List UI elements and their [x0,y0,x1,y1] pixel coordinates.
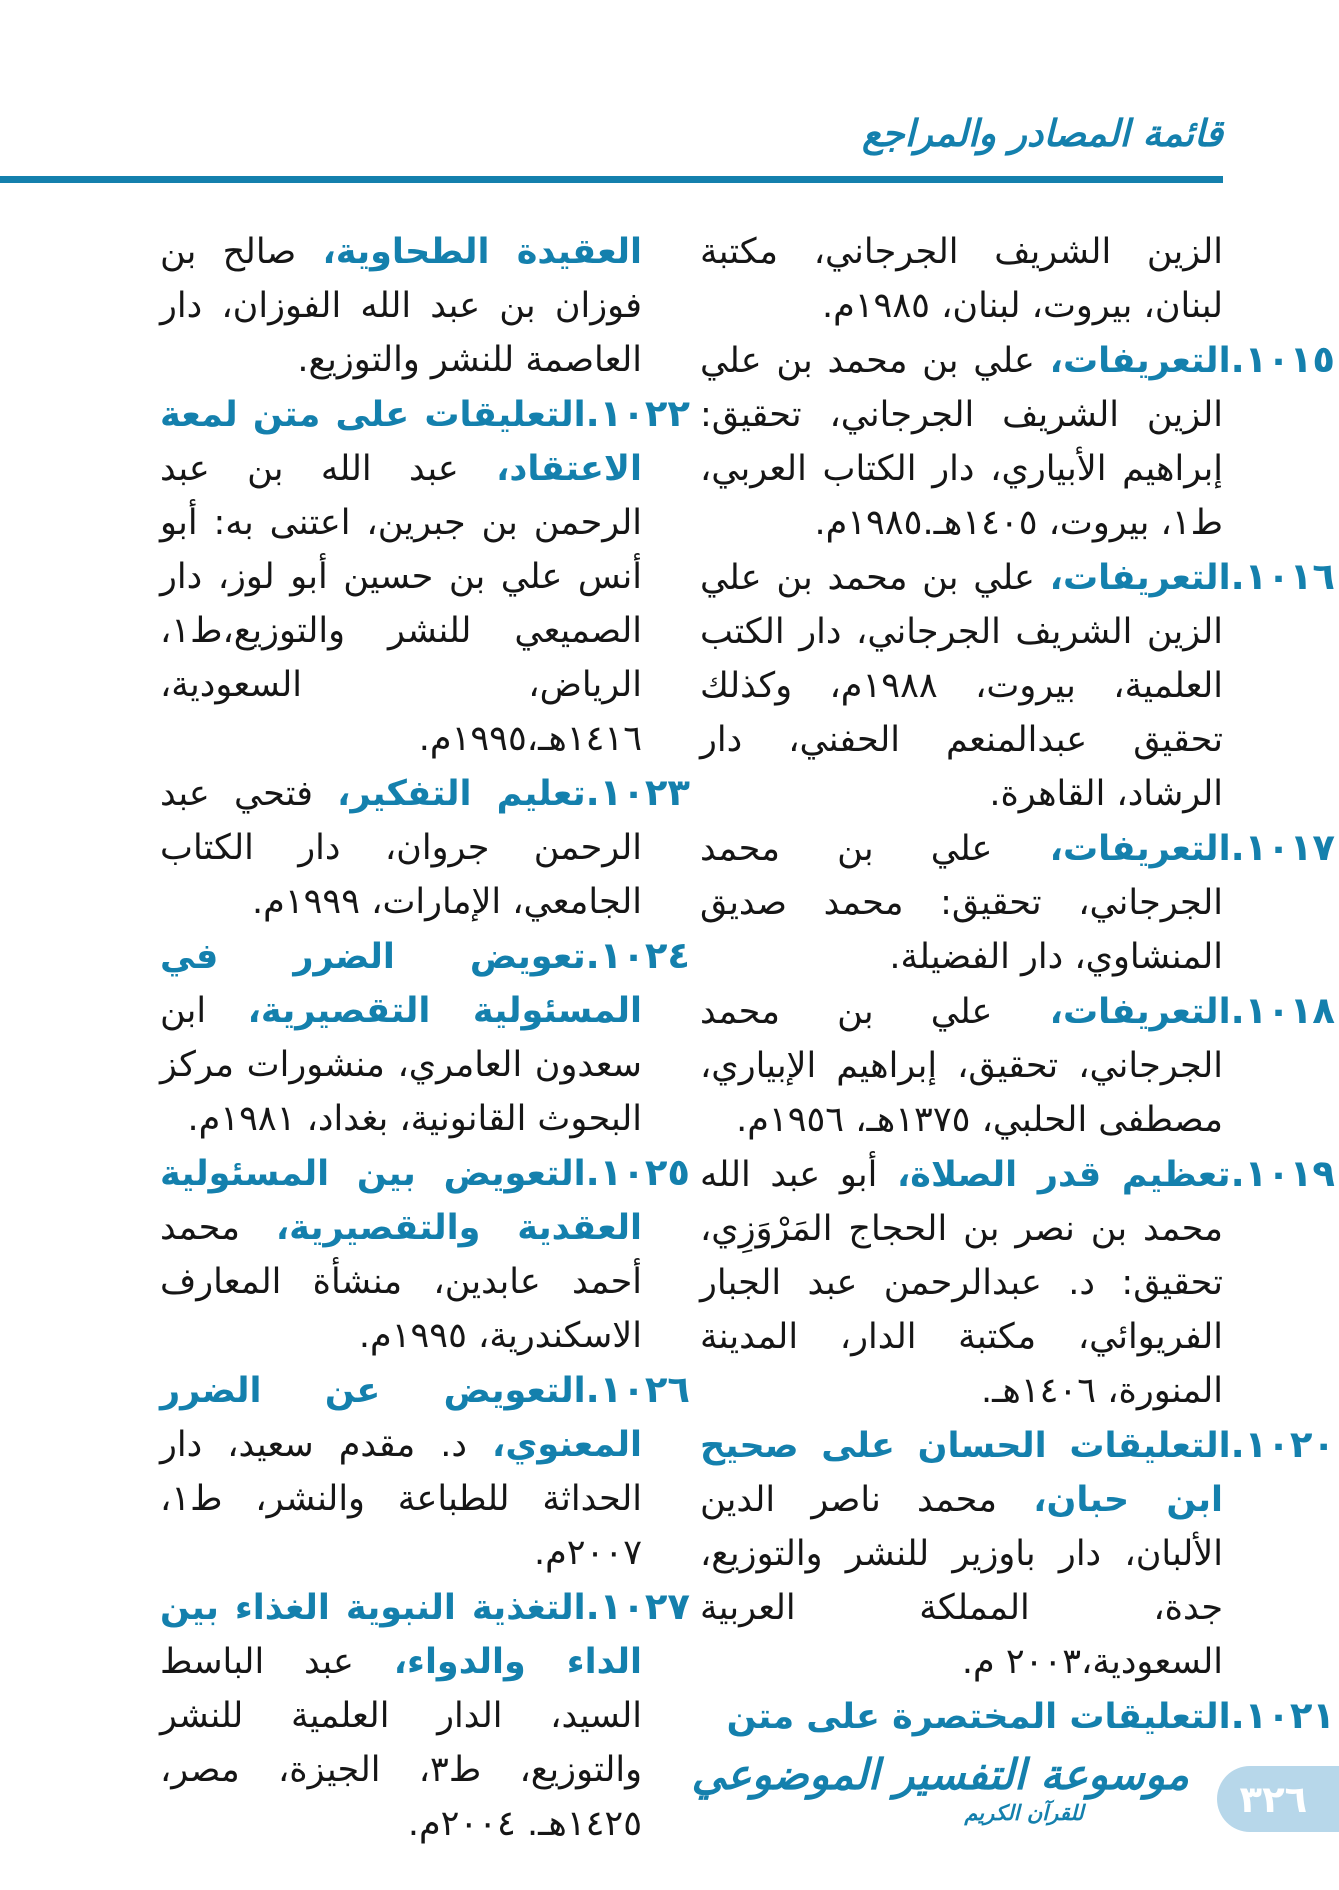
bibliography-entry [700,984,1335,1147]
entry-title: التعليقات المختصرة على متن [726,1697,1231,1737]
entry-text: أبو عبد الله محمد بن نصر بن الحجاج المَرْوَزِي، تحقيق: د. عبدالرحمن عبد الجبار الفريوائي، مكتبة الدار، المدينة المنورة، ١٤٠٦هـ. [700,1155,1223,1411]
bibliography-entry [700,1689,1335,1744]
entry-text: عبد الله بن عبد الرحمن بن جبرين، اعتنى به: أبو أنس علي بن حسين أبو لوز، دار الصميعي للنشر والتوزيع،ط١، الرياض، السعودية، ١٤١٦هـ،١٩٩٥م. [160,449,642,759]
entry-number: ١٠١٦. [1230,555,1335,598]
page-number: ٣٢٦ [1239,1777,1308,1821]
publisher-logo-title: موسوعة التفسير الموضوعي [691,1750,1189,1799]
entry-title: التعليقات على متن لمعة الاعتقاد، [160,395,642,489]
bibliography-entry [160,1146,690,1363]
entry-title: تعليم التفكير، [337,774,586,814]
bibliography-entry [160,1580,690,1851]
entry-title: التعريفات، [1049,829,1231,869]
entry-text: د. مقدم سعيد، دار الحداثة للطباعة والنشر، ط١، ٢٠٠٧م. [160,1425,642,1573]
entry-text: محمد أحمد عابدين، منشأة المعارف الاسكندرية، ١٩٩٥م. [160,1208,642,1356]
entry-number: ١٠٢٦. [585,1368,690,1411]
entry-number: ١٠٢٥. [585,1151,690,1194]
entry-text: محمد ناصر الدين الألبان، دار باوزير للنشر والتوزيع، جدة، المملكة العربية السعودية،٢٠٠٣ م. [700,1480,1223,1682]
bibliography-entry [160,387,690,766]
bibliography-entry [160,1363,690,1580]
bibliography-entry [700,550,1335,821]
entry-number: ١٠٢١. [1230,1694,1335,1737]
publisher-logo [691,1750,1189,1826]
left-column [160,225,690,1851]
right-column [700,225,1335,1744]
entry-number: ١٠١٥. [1230,338,1335,381]
entry-number: ١٠١٨. [1230,989,1335,1032]
bibliography-entry [700,1147,1335,1418]
entry-title: العقيدة الطحاوية، [322,232,642,272]
entry-number: ١٠٢٤. [585,934,690,977]
entry-number: ١٠١٧. [1230,826,1335,869]
entry-title: تعظيم قدر الصلاة، [897,1155,1231,1195]
bibliography-entry [700,821,1335,984]
entry-title: التعريفات، [1049,341,1231,381]
entry-text: علي بن محمد بن علي الزين الشريف الجرجاني، دار الكتب العلمية، بيروت، ١٩٨٨م، وكذلك تحقيق عبدالمنعم الحفني، دار الرشاد، القاهرة. [700,558,1223,814]
entry-title: التعويض بين المسئولية العقدية والتقصيرية، [160,1154,642,1248]
entry-title: تعويض الضرر في المسئولية التقصيرية، [160,937,642,1031]
entry-text: صالح بن فوزان بن عبد الله الفوزان، دار العاصمة للنشر والتوزيع. [160,232,642,380]
entry-number: ١٠٢٢. [585,392,690,435]
entry-number: ١٠٢٠. [1230,1423,1335,1466]
page-header-title: قائمة المصادر والمراجع [862,112,1223,155]
entry-text: فتحي عبد الرحمن جروان، دار الكتاب الجامعي، الإمارات، ١٩٩٩م. [160,774,642,922]
bibliography-entry [700,225,1335,333]
publisher-logo-subtitle: للقرآن الكريم [964,1801,1084,1826]
entry-text: علي بن محمد الجرجاني، تحقيق: محمد صديق المنشاوي، دار الفضيلة. [700,829,1223,977]
bibliography-entry [700,333,1335,550]
entry-number: ١٠١٩. [1230,1152,1335,1195]
entry-text: علي بن محمد الجرجاني، تحقيق، إبراهيم الإبياري، مصطفى الحلبي، ١٣٧٥هـ، ١٩٥٦م. [700,992,1223,1140]
entry-title: التعريفات، [1049,992,1231,1032]
bibliography-entry [160,929,690,1146]
bibliography-entry [160,766,690,929]
entry-text: ابن سعدون العامري، منشورات مركز البحوث القانونية، بغداد، ١٩٨١م. [160,991,642,1139]
entry-title: التعريفات، [1049,558,1231,598]
entry-number: ١٠٢٣. [585,771,690,814]
header-rule [0,176,1223,183]
page-number-badge [1217,1766,1339,1832]
entry-title: التعويض عن الضرر المعنوي، [160,1371,642,1465]
entry-text: علي بن محمد بن علي الزين الشريف الجرجاني، تحقيق: إبراهيم الأبياري، دار الكتاب العربي، ط١، بيروت، ١٤٠٥هـ.١٩٨٥م. [700,341,1223,543]
bibliography-entry [700,1418,1335,1689]
entry-title: التعليقات الحسان على صحيح ابن حبان، [700,1426,1231,1520]
entry-number: ١٠٢٧. [585,1585,690,1628]
bibliography-entry [160,225,690,387]
entry-title: التغذية النبوية الغذاء بين الداء والدواء، [160,1588,642,1682]
entry-text: الزين الشريف الجرجاني، مكتبة لبنان، بيروت، لبنان، ١٩٨٥م. [700,232,1223,326]
entry-text: عبد الباسط السيد، الدار العلمية للنشر والتوزيع، ط٣، الجيزة، مصر، ١٤٢٥هـ. ٢٠٠٤م. [160,1642,642,1844]
